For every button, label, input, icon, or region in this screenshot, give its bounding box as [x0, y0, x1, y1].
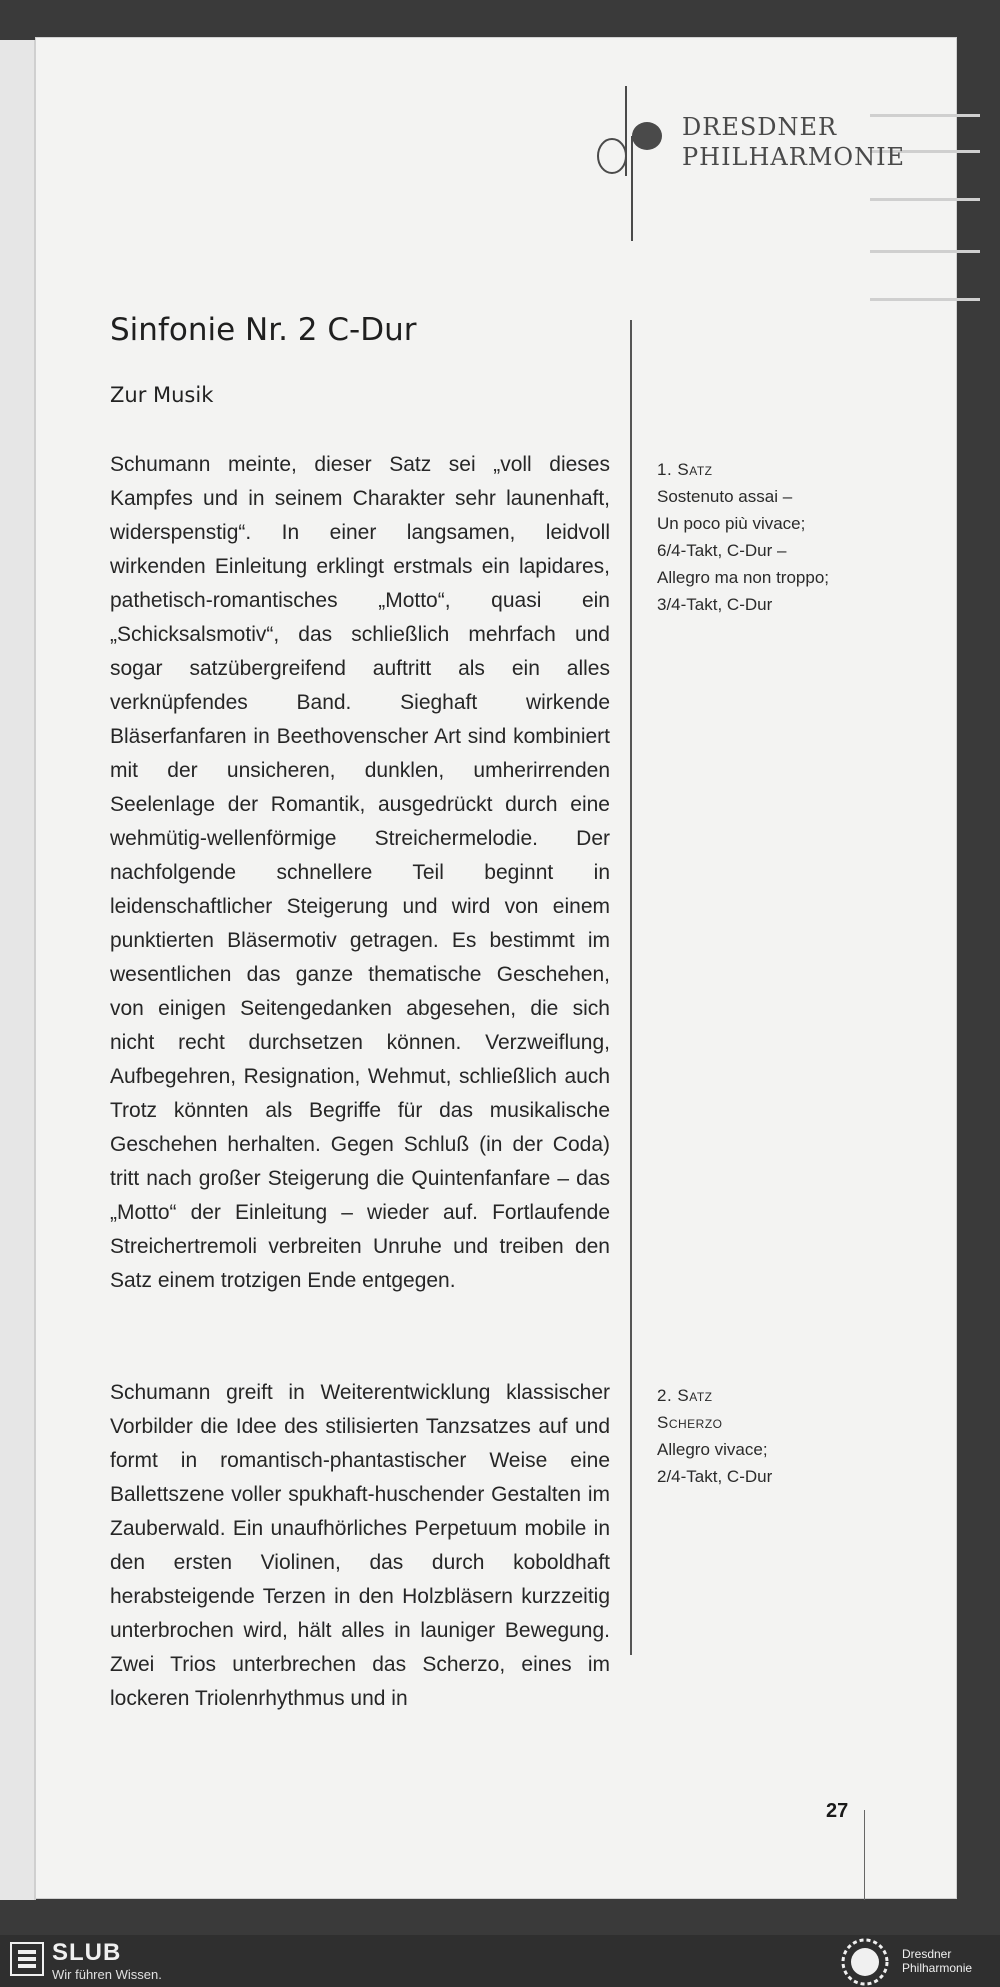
page-title: Sinfonie Nr. 2 C-Dur — [110, 312, 417, 348]
logo-line-2: PHILHARMONIE — [682, 143, 906, 171]
previous-page-edge — [0, 40, 36, 1900]
partner-name — [902, 1947, 972, 1975]
dresdner-philharmonie-logo — [590, 76, 906, 246]
satz-detail: 2/4-Takt, C-Dur — [657, 1467, 773, 1486]
paragraph-text: Schumann meinte, dieser Satz sei „voll dieses Kampfes und in seinem Charakter sehr launenhaft, widerspenstig“. In einer langsamen, leidvoll wirkenden Einleitung erklingt erstmals ein lapidares, pathetisch-romantisches „Motto“, quasi ein „Schicksalsmotiv“, das schließlich mehrfach und sogar satzübergreifend auftritt als ein alles verknüpfendes Band. Sieghaft wirkende Bläserfanfaren in Beethovenscher Art sind kombiniert mit der unsicheren, dunklen, umherirrenden Seelenlage der Romantik, ausgedrückt durch eine wehmütig-wellenförmige Streichermelodie. Der nachfolgende schnellere Teil beginnt in leidenschaftlicher Steigerung und wird von einem punktierten Bläsermotiv getragen. Es bestimmt im wesentlichen das ganze thematische Geschehen, von einigen Seitengedanken abgesehen, die sich nicht recht durchsetzen können. Verzweiflung, Aufbegehren, Resignation, Wehmut, schließlich auch Trotz könnten als Begriffe für das musikalische Geschehen herhalten. Gegen Schluß (in der Coda) tritt nach großer Steigerung die Quintenfanfare – das „Motto“ der Einleitung – wieder auf. Fortlaufende Streichertremoli verbreiten Unruhe und treiben den Satz einem trotzigen Ende entgegen. — [110, 453, 610, 1292]
satz-heading: 2. Satz — [657, 1386, 713, 1405]
satz-detail: Un poco più vivace; — [657, 514, 806, 533]
sidebar-satz-2 — [657, 1382, 897, 1490]
satz-detail: 3/4-Takt, C-Dur — [657, 595, 773, 614]
page-number: 27 — [826, 1800, 849, 1822]
dresdner-philharmonie-seal-icon[interactable] — [840, 1937, 890, 1987]
paragraph-text: Schumann greift in Weiterentwicklung klassischer Vorbilder die Idee des stilisierten Tanzsatzes auf und formt in romantisch-phantastischer Weise eine Ballettszene voller spukhaft-huschender Gestalten im Zauberwald. Ein unaufhörliches Perpetuum mobile in den ersten Violinen, das durch koboldhaft herabsteigende Terzen in den Holzbläsern kurzzeitig unterbrochen wird, hält alles in launiger Bewegung. Zwei Trios unterbrechen das Scherzo, eines im lockeren Triolenrhythmus und in — [110, 1381, 610, 1710]
bleed-through-mark — [870, 298, 980, 301]
slub-logo-icon — [10, 1942, 44, 1976]
partner-line-1: Dresdner — [902, 1947, 952, 1961]
page-number-rule — [864, 1810, 865, 1900]
library-tagline: Wir führen Wissen. — [52, 1967, 162, 1982]
satz-detail: Allegro ma non troppo; — [657, 568, 829, 587]
dp-logo-icon — [590, 76, 670, 246]
satz-heading: 1. Satz — [657, 460, 713, 479]
section-subtitle: Zur Musik — [110, 383, 214, 407]
satz-detail: Sostenuto assai – — [657, 487, 793, 506]
body-paragraph-1 — [110, 448, 610, 1298]
bleed-through-mark — [870, 250, 980, 253]
column-divider — [630, 320, 632, 1655]
body-paragraph-2 — [110, 1376, 610, 1716]
library-name[interactable]: SLUB — [52, 1939, 122, 1966]
satz-detail: Allegro vivace; — [657, 1440, 768, 1459]
satz-detail: 6/4-Takt, C-Dur – — [657, 541, 787, 560]
partner-line-2: Philharmonie — [902, 1961, 973, 1975]
logo-line-1: DRESDNER — [682, 113, 838, 141]
sidebar-satz-1 — [657, 456, 897, 618]
satz-name: Scherzo — [657, 1413, 723, 1432]
